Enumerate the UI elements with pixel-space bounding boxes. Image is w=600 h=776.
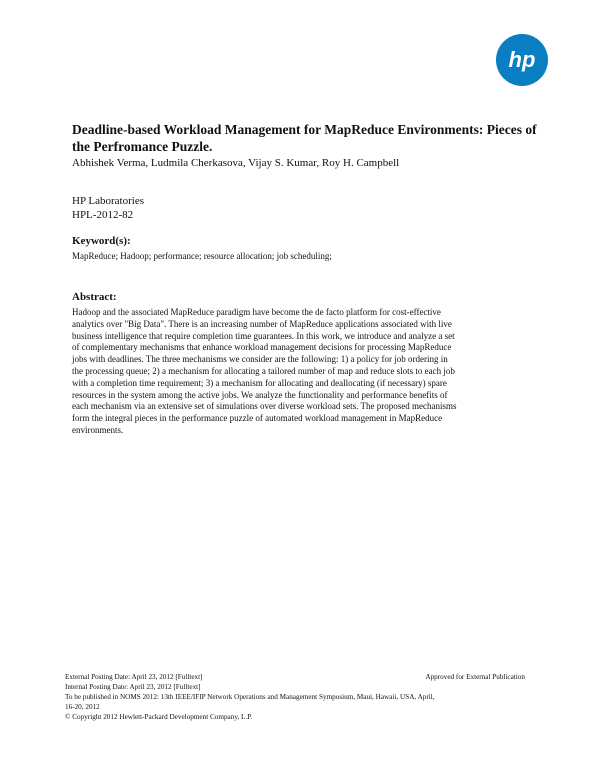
hp-logo bbox=[496, 34, 548, 86]
abstract-body bbox=[72, 307, 522, 437]
abstract-line: resources in the system among the active jobs. We analyze the functionality and performance benefits of bbox=[72, 389, 448, 400]
paper-title: Deadline-based Workload Management for MapReduce Environments: Pieces of the Perfromance Puzzle. bbox=[72, 122, 537, 154]
abstract-line: environments. bbox=[72, 424, 124, 435]
paper-authors: Abhishek Verma, Ludmila Cherkasova, Vijay S. Kumar, Roy H. Campbell bbox=[72, 157, 400, 169]
abstract-line: jobs with deadlines. The three mechanisms we consider are the following: 1) a policy for job ordering in bbox=[72, 354, 448, 365]
publication-venue: To be published in NOMS 2012: 13th IEEE/IFIP Network Operations and Management Symposium, Maui, Hawaii, USA, April, bbox=[65, 693, 435, 701]
publication-dates: 16-20, 2012 bbox=[65, 703, 100, 711]
svg-text:hp: hp bbox=[508, 47, 536, 72]
abstract-line: with a completion time requirement; 3) a mechanism for allocating and deallocating (if necessary) spare bbox=[72, 377, 447, 388]
abstract-line: each mechanism via an extensive set of simulations over diverse workload sets. The proposed mechanisms bbox=[72, 401, 457, 412]
abstract-line: of complementary mechanisms that enhance workload management decisions for processing MapReduce bbox=[72, 342, 452, 353]
lab-name: HP Laboratories bbox=[72, 195, 144, 207]
abstract-line: business intelligence that require completion time guarantees. In this work, we introduce and analyze a set bbox=[72, 330, 455, 341]
abstract-heading: Abstract: bbox=[72, 291, 117, 303]
report-id: HPL-2012-82 bbox=[72, 209, 134, 221]
approval-status: Approved for External Publication bbox=[425, 673, 525, 681]
copyright-notice: © Copyright 2012 Hewlett-Packard Development Company, L.P. bbox=[65, 713, 253, 721]
abstract-line: form the integral pieces in the performance puzzle of automated workload management in MapReduce bbox=[72, 413, 443, 424]
abstract-line: Hadoop and the associated MapReduce paradigm have become the de facto platform for cost-effective bbox=[72, 307, 441, 317]
keywords-heading: Keyword(s): bbox=[72, 235, 131, 247]
publication-footer bbox=[65, 672, 525, 722]
abstract-line: analytics over "Big Data". There is an increasing number of MapReduce applications associated with live bbox=[72, 318, 452, 329]
external-posting-date: External Posting Date: April 23, 2012 [Fulltext] bbox=[65, 673, 203, 681]
lab-info bbox=[72, 194, 144, 222]
abstract-line: the processing queue; 2) a mechanism for allocating a tailored number of map and reduce slots to each job bbox=[72, 365, 455, 376]
keywords-text: MapReduce; Hadoop; performance; resource allocation; job scheduling; bbox=[72, 251, 332, 261]
internal-posting-date: Internal Posting Date: April 23, 2012 [Fulltext] bbox=[65, 683, 201, 691]
